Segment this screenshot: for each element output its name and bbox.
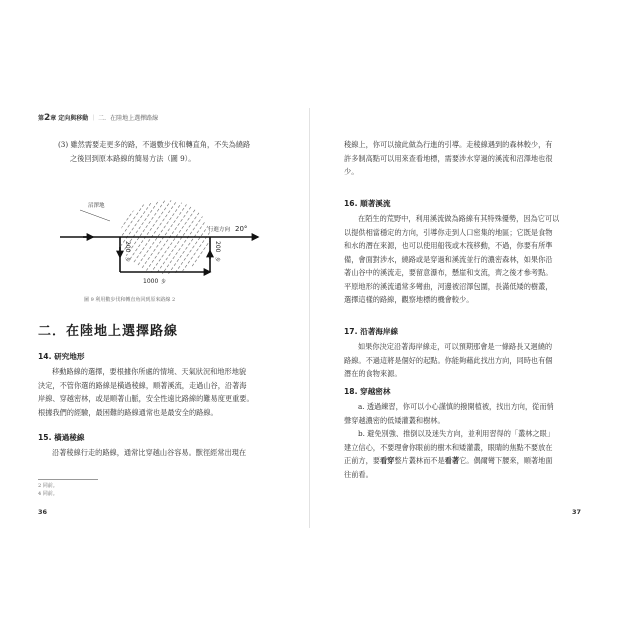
- heading-16: 16. 順著溪流: [344, 199, 391, 208]
- section-heading: 二．在陸地上選擇路線: [38, 324, 179, 339]
- direction-label: 行進方向: [208, 227, 231, 233]
- right-step-unit: 步: [214, 257, 220, 263]
- text-line: 建立信心，不要理會你眼前的樹木和矮灌叢，眼睛的焦點不要放在: [344, 442, 553, 452]
- text-line: 潛在的食物來源。: [344, 369, 402, 378]
- text-line: 在陌生的荒野中，利用溪流做為路線有其特殊優勢，因為它可以: [358, 214, 560, 223]
- text-line: 稜線上，你可以撿此做為行進的引導。走稜線遇到的森林較少，有: [344, 140, 553, 149]
- footnotes: [38, 483, 58, 498]
- running-head-section: 二．在陸地上選擇路線: [98, 115, 159, 122]
- heading-15: 15. 橫過稜線: [38, 433, 85, 442]
- intro-paragraph: [58, 138, 250, 165]
- left-step-unit: 步: [124, 257, 130, 263]
- left-step-count: 200: [124, 241, 131, 253]
- angle-label: 20°: [235, 225, 248, 233]
- paragraph-18a: [344, 400, 554, 427]
- heading-18: 18. 穿越密林: [344, 387, 391, 396]
- text-line: 著山谷中的溪流走，要留意瀑布，懸崖和支流，齊之後才參考點。: [344, 268, 553, 277]
- text-line: a. 透過練習，你可以小心謹慎的撥開植被，找出方向，從而悄: [358, 402, 554, 411]
- paragraph-14: [38, 365, 254, 419]
- chapter-suffix: 章: [50, 115, 57, 122]
- text-line: 正前方，要看穿整片叢林而不是看著它。偶爾彎下腰來，順著地面: [344, 456, 553, 465]
- text-line: 和水的潛在來源，也可以使用船筏或木筏移動，不過，你要有所準: [344, 241, 553, 250]
- text-line: (3) 雖然需要走更多的路，不過數步伐和轉直角，不失為繞路: [58, 140, 251, 149]
- swamp-label: 沼澤地: [88, 203, 105, 209]
- heading-14: 14. 研究地形: [38, 352, 85, 361]
- chapter-title: 定向與移動: [58, 115, 89, 122]
- text-line: 許多制高點可以用來查看地標，需要涉水穿過的溪流和沼澤地也很: [344, 153, 553, 163]
- paragraph-15: [38, 446, 246, 460]
- text-line: 沿著稜線行走的路線，通常比穿越山谷容易。獸徑經常出現在: [52, 448, 247, 457]
- emphasis-text: 看穿: [379, 456, 395, 465]
- page-number-left: 36: [38, 508, 48, 516]
- text-line: 少。: [344, 167, 359, 176]
- figure-caption: 圖 9 利用數步伐和轉直角回到原來路線 2: [84, 297, 176, 303]
- footnote: 4 同前。: [38, 490, 58, 497]
- bottom-step-count: 1000: [143, 278, 159, 285]
- text-line: 以提供相當穩定的方向，引導你走到人口密集的地區；它既是食物: [344, 227, 553, 237]
- text-line: 往前看。: [344, 469, 373, 479]
- footnote-rule: [38, 479, 98, 480]
- chapter-prefix: 第: [38, 115, 45, 122]
- text-line: 如果你決定沿著海岸線走，可以預期那會是一條路長又迴繞的: [358, 342, 553, 351]
- text-line: 岸線、穿越密林，或是順著山脈，安全性遠比路線的難易度更重要。: [38, 394, 254, 403]
- right-page: [310, 0, 620, 620]
- text-line: 移動路線的選擇，要根據你所處的情境、天氣狀況和地形地貌: [52, 367, 247, 376]
- text-line: 備，會面對涉水，繞路或是穿過和溪流並行的濃密森林，如果你沿: [344, 254, 553, 264]
- footnote: 2 同前。: [38, 483, 58, 489]
- right-step-count: 200: [214, 241, 221, 253]
- paragraph-17: [344, 340, 552, 381]
- detour-diagram: [58, 187, 273, 287]
- paragraph-16: [344, 212, 559, 307]
- page-number-right: 37: [572, 508, 582, 516]
- text-line: 之後回到原本路線的簡易方法（圖 9）。: [70, 153, 196, 163]
- heading-17: 17. 沿著海岸線: [344, 327, 399, 336]
- running-head: [38, 113, 158, 123]
- swamp-leader-line: [80, 210, 110, 221]
- paragraph-18b: [344, 427, 554, 481]
- text-line: 根據我們的經驗，最困難的路線通常也是最安全的路線。: [38, 407, 218, 417]
- text-line: 決定，不管你選的路線是橫過稜線，順著溪流，走過山谷，沿著海: [38, 380, 247, 390]
- paragraph-15-continued: [344, 138, 552, 179]
- text-line: 路線。不過這將是個好的起點。你能夠藉此找出方向，同時也有個: [344, 355, 553, 365]
- running-head-separator: ｜: [90, 115, 97, 122]
- emphasis-text: 看著: [444, 456, 460, 465]
- bottom-step-unit: 步: [161, 279, 167, 285]
- chapter-number: 2: [44, 113, 51, 123]
- figure-9-diagram: [58, 187, 273, 287]
- text-line: 選擇這樣的路線，觀察地標的機會較少。: [344, 295, 474, 304]
- text-line: 聲穿越濃密的低矮灌叢和樹林。: [344, 415, 445, 425]
- text-line: b. 避免別強、推倒以及迷失方向，並利用習得的「叢林之眼」: [358, 429, 555, 438]
- text-line: 平原地形的溪流通常多彎曲，河邊被沼澤包圍，長滿低矮的樹叢，: [344, 281, 553, 291]
